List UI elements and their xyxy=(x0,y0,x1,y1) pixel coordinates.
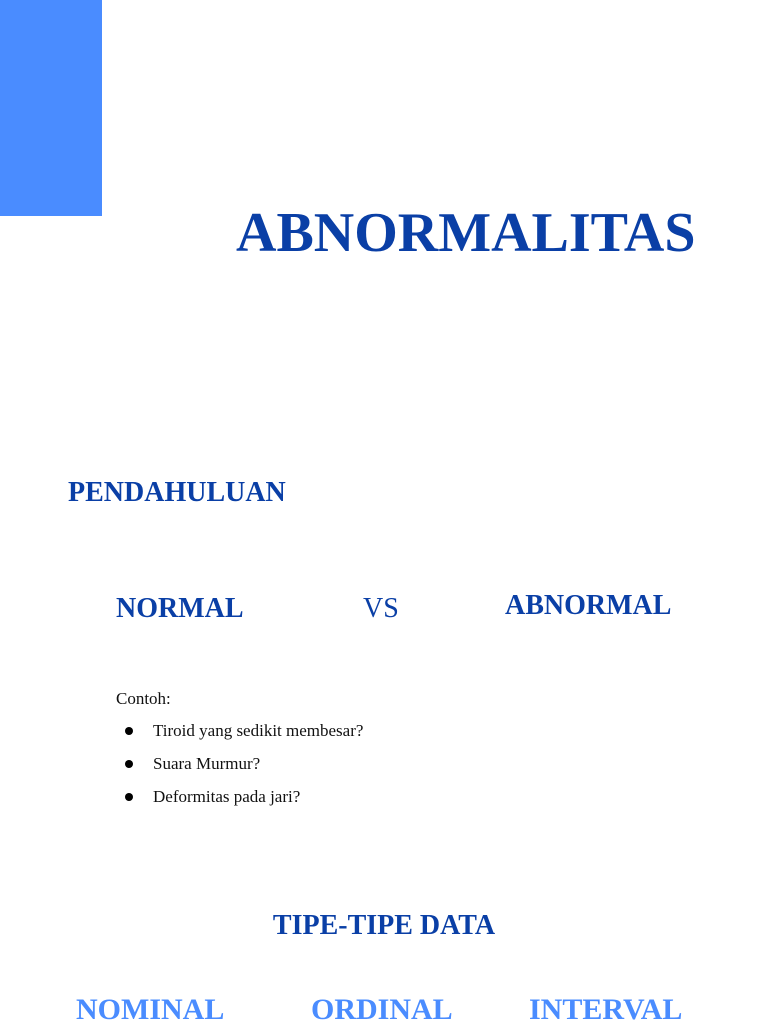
example-list xyxy=(116,720,363,819)
accent-block xyxy=(0,0,102,216)
compare-vs: VS xyxy=(363,593,399,624)
list-item-text: Deformitas pada jari? xyxy=(153,787,301,806)
list-item-text: Tiroid yang sedikit membesar? xyxy=(153,721,364,740)
section-heading-data-types: TIPE-TIPE DATA xyxy=(272,910,496,941)
bullet-icon xyxy=(125,727,133,735)
page-title: ABNORMALITAS xyxy=(236,202,696,264)
section-heading-introduction: PENDAHULUAN xyxy=(68,477,286,508)
data-type-ordinal: ORDINAL xyxy=(311,993,453,1026)
list-item xyxy=(116,720,363,753)
example-label: Contoh: xyxy=(116,689,171,708)
compare-abnormal: ABNORMAL xyxy=(505,590,672,621)
data-type-nominal: NOMINAL xyxy=(76,993,225,1026)
list-item-text: Suara Murmur? xyxy=(153,754,261,773)
list-item xyxy=(116,753,363,786)
list-item xyxy=(116,786,363,819)
bullet-icon xyxy=(125,760,133,768)
compare-normal: NORMAL xyxy=(116,593,244,624)
bullet-icon xyxy=(125,793,133,801)
data-type-interval: INTERVAL xyxy=(529,993,683,1026)
